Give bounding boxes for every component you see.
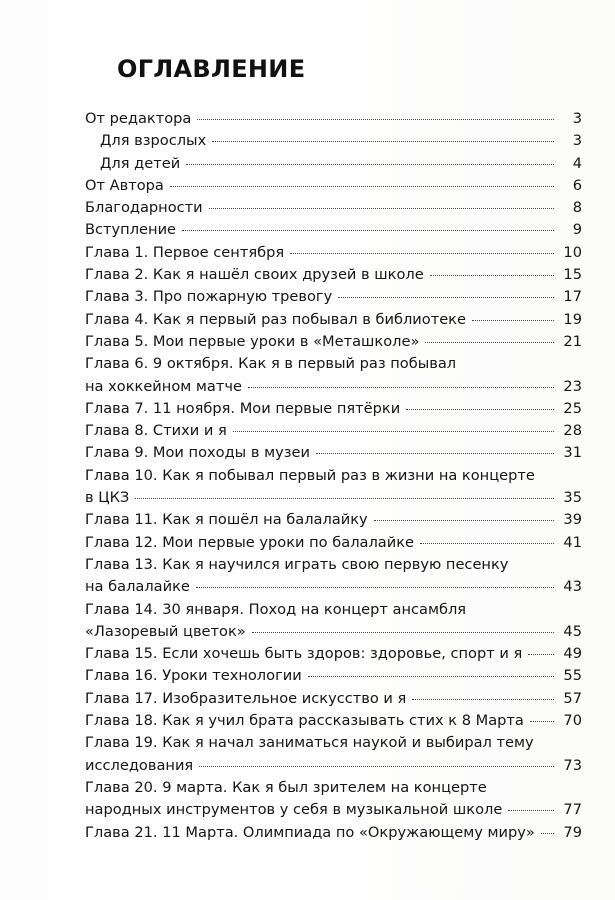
toc-entry-row [85,398,582,420]
dot-leader [170,186,554,187]
dot-leader [420,543,554,544]
toc-page-number: 21 [563,332,582,350]
toc-page-number: 70 [563,712,582,730]
toc-entry [85,822,582,844]
toc-entry-row [85,442,582,464]
toc-page-number: 55 [563,667,582,685]
toc-entry-title: Глава 9. Мои походы в музеи [85,444,310,462]
dot-leader [209,208,554,209]
dot-leader [212,141,554,142]
toc-entry-row [100,153,582,175]
dot-leader [406,409,554,410]
toc-entry [85,153,582,175]
toc-entry-row [85,621,582,643]
toc-page-number: 9 [572,221,582,239]
dot-leader [308,676,554,677]
dot-leader [338,297,554,298]
toc-entry [85,532,582,554]
toc-entry-row [85,420,582,442]
toc-entry [85,465,582,510]
toc-entry [85,599,582,644]
toc-entry-row [85,799,582,821]
toc-page-number: 39 [563,511,582,529]
toc-entry-row [85,242,582,264]
dot-leader [197,119,554,120]
dot-leader [508,810,554,811]
dot-leader [412,699,554,700]
toc-page-number: 8 [572,199,582,217]
toc-entry-title: Глава 1. Первое сентября [85,243,285,261]
toc-entry-title: Глава 21. 11 Марта. Олимпиада по «Окружающему миру» [85,823,535,841]
toc-entry-row [85,197,582,219]
toc-entry [85,353,582,398]
toc-entry [85,777,582,822]
toc-entry-row [85,822,582,844]
toc-entry [85,219,582,241]
toc-entry-row [85,286,582,308]
toc-entry-row [85,264,582,286]
dot-leader [541,833,554,834]
toc-entry [85,688,582,710]
toc-entry-title: Глава 5. Мои первые уроки в «Меташколе» [85,332,420,350]
toc-entry-title: Благодарности [85,199,203,217]
toc-page-number: 73 [563,756,582,774]
toc-page-number: 43 [563,578,582,596]
toc-entry-title: Глава 4. Как я первый раз побывал в библиотеке [85,310,466,328]
toc-entry [85,509,582,531]
toc-entry-title-line: Глава 14. 30 января. Поход на концерт ансамбля [85,600,467,618]
toc-page-number: 19 [563,310,582,328]
toc-entry-title: исследования [85,756,194,774]
toc-entry-row [85,175,582,197]
toc-page-number: 15 [563,266,582,284]
toc-entry-title: От Автора [85,176,164,194]
toc-entry [85,286,582,308]
toc-entry [85,643,582,665]
toc-entry [85,242,582,264]
toc-page-number: 10 [563,243,582,261]
dot-leader [196,587,554,588]
toc-entry [85,197,582,219]
toc-page-number: 31 [563,444,582,462]
toc-entry-title: в ЦКЗ [85,489,130,507]
toc-entry-row [85,108,582,130]
dot-leader [374,520,554,521]
dot-leader [199,766,554,767]
toc-entry-title: Глава 15. Если хочешь быть здоров: здоровье, спорт и я [85,645,523,663]
toc-page-number: 3 [572,110,582,127]
dot-leader [425,342,554,343]
toc-entry-row [85,576,582,598]
toc-entry [85,309,582,331]
toc-entry-title-line: Глава 13. Как я научился играть свою первую песенку [85,555,509,573]
dot-leader [528,654,554,655]
toc-entry-title: на хоккейном матче [85,377,242,395]
toc-entry-row [85,309,582,331]
dot-leader [290,253,554,254]
toc-entry-title: Глава 12. Мои первые уроки по балалайке [85,533,415,551]
toc-entry-title: народных инструментов у себя в музыкальной школе [85,801,503,819]
toc-entry-title: Глава 18. Как я учил брата рассказывать стих к 8 Марта [85,712,524,730]
toc-entry-row [85,509,582,531]
toc-page-number: 4 [572,154,582,172]
toc-entry-row [85,532,582,554]
toc-entry-row [85,376,582,398]
toc-page-number: 79 [563,823,582,841]
toc-entry [85,264,582,286]
toc-entry-title: Для взрослых [100,132,207,150]
toc-page-number: 28 [563,422,582,440]
toc-entry-title: Для детей [100,154,181,172]
toc-entry-title: Глава 16. Уроки технологии [85,667,302,685]
toc-page-number: 45 [563,622,582,640]
dot-leader [233,431,554,432]
toc-entry-row [85,665,582,687]
toc-entry-row [85,487,582,509]
toc-entry [85,442,582,464]
toc-entry-title: Глава 3. Про пожарную тревогу [85,288,333,306]
toc-entry-row [85,219,582,241]
toc-entry [85,554,582,599]
toc-entry-title: Глава 2. Как я нашёл своих друзей в школе [85,266,424,284]
dot-leader [530,721,554,722]
dot-leader [472,320,554,321]
toc-entry [85,398,582,420]
toc-entry [85,732,582,777]
toc-entry-title: Глава 11. Как я пошёл на балалайку [85,511,368,529]
toc-page-number: 49 [563,645,582,663]
dot-leader [316,453,554,454]
toc-entry-row [85,710,582,732]
toc-entry-title: «Лазоревый цветок» [85,622,246,640]
toc-entry-title-line: Глава 20. 9 марта. Как я был зрителем на концерте [85,778,487,796]
toc-entry [85,420,582,442]
toc-entry-row [85,755,582,777]
toc-entry-title-line: Глава 10. Как я побывал первый раз в жизни на концерте [85,466,535,484]
toc-page-number: 77 [563,801,582,819]
dot-leader [135,498,554,499]
toc-entry [85,665,582,687]
toc-entry [85,710,582,732]
toc-entry-title: Вступление [85,221,177,239]
dot-leader [186,164,554,165]
toc-entry-title: Глава 17. Изобразительное искусство и я [85,689,407,707]
toc-entry-title-line: Глава 6. 9 октября. Как я в первый раз побывал [85,355,457,373]
toc-entry-title: на балалайке [85,578,190,596]
toc-page-number: 23 [563,377,582,395]
toc-entry-title: Глава 7. 11 ноября. Мои первые пятёрки [85,399,401,417]
dot-leader [248,387,554,388]
toc-entry-row [85,688,582,710]
toc-page-number: 17 [563,288,582,306]
toc-entry-title: От редактора [85,110,192,127]
toc-entry [85,130,582,152]
toc-entry-row [100,130,582,152]
toc-entry [85,108,582,130]
toc-entry-row [85,331,582,353]
toc-entry [85,331,582,353]
dot-leader [252,632,554,633]
toc-page-number: 57 [563,689,582,707]
table-of-contents [85,108,582,844]
toc-entry-title: Глава 8. Стихи и я [85,422,227,440]
toc-page-number: 3 [572,132,582,150]
toc-page-number: 35 [563,489,582,507]
toc-entry-row [85,643,582,665]
toc-page-number: 6 [572,176,582,194]
dot-leader [182,230,554,231]
page-title: ОГЛАВЛЕНИЕ [117,55,306,83]
toc-entry-title-line: Глава 19. Как я начал заниматься наукой и выбирал тему [85,734,534,752]
toc-entry [85,175,582,197]
toc-page-number: 25 [563,399,582,417]
toc-page-number: 41 [563,533,582,551]
dot-leader [430,275,554,276]
